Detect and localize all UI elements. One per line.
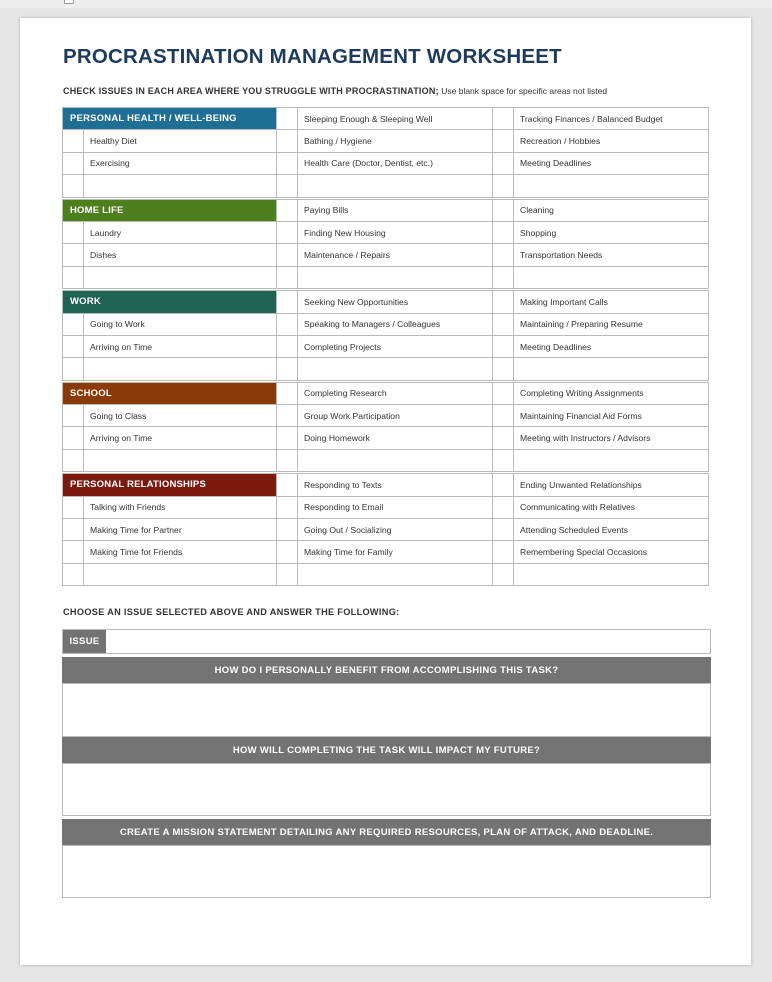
issue-label: Meeting Deadlines — [514, 152, 709, 174]
issue-checkbox[interactable] — [63, 563, 84, 585]
issue-label: Maintaining / Preparing Resume — [514, 313, 709, 335]
issue-label: Laundry — [84, 221, 277, 243]
question-benefit-header: HOW DO I PERSONALLY BENEFIT FROM ACCOMPLISHING THIS TASK? — [62, 657, 711, 683]
issue-label — [514, 449, 709, 471]
issue-checkbox[interactable] — [63, 152, 84, 174]
answer-benefit-box[interactable] — [62, 683, 711, 737]
category-header: WORK — [63, 291, 277, 313]
category-header: PERSONAL RELATIONSHIPS — [63, 474, 277, 496]
issue-row — [63, 541, 709, 563]
issue-row — [63, 244, 709, 266]
issue-checkbox[interactable] — [277, 382, 298, 404]
issue-label — [514, 358, 709, 380]
issue-label: Bathing / Hygiene — [298, 130, 493, 152]
issue-label — [298, 449, 493, 471]
issue-label: Health Care (Doctor, Dentist, etc.) — [298, 152, 493, 174]
issue-label: Finding New Housing — [298, 221, 493, 243]
issue-label: Communicating with Relatives — [514, 496, 709, 518]
issue-row — [63, 496, 709, 518]
issue-row — [63, 152, 709, 174]
issue-row — [63, 519, 709, 541]
issue-label — [84, 175, 277, 197]
issue-label — [298, 175, 493, 197]
category-header: PERSONAL HEALTH / WELL-BEING — [63, 108, 277, 130]
issue-checkbox[interactable] — [63, 449, 84, 471]
issue-label: Speaking to Managers / Colleagues — [298, 313, 493, 335]
issue-label: ISSUE — [63, 630, 106, 653]
issue-checkbox[interactable] — [493, 244, 514, 266]
issue-label — [514, 175, 709, 197]
issue-checkbox[interactable] — [277, 152, 298, 174]
issue-checkbox[interactable] — [493, 358, 514, 380]
issue-checkbox[interactable] — [277, 496, 298, 518]
issue-checkbox[interactable] — [493, 541, 514, 563]
issue-checkbox[interactable] — [63, 541, 84, 563]
issue-input[interactable] — [62, 629, 711, 654]
category-header: HOME LIFE — [63, 199, 277, 221]
issue-checkbox[interactable] — [277, 563, 298, 585]
issue-row — [63, 358, 709, 380]
issue-checkbox[interactable] — [277, 266, 298, 288]
issue-checkbox[interactable] — [63, 519, 84, 541]
issue-label: Completing Projects — [298, 335, 493, 357]
issue-label — [84, 449, 277, 471]
answer-future-box[interactable] — [62, 763, 711, 816]
answer-mission-box[interactable] — [62, 845, 711, 898]
issue-label: Completing Writing Assignments — [514, 382, 709, 404]
issue-label: Going Out / Socializing — [298, 519, 493, 541]
issue-label: Ending Unwanted Relationships — [514, 474, 709, 496]
issue-checkbox[interactable] — [63, 496, 84, 518]
issue-checkbox[interactable] — [493, 221, 514, 243]
issue-checkbox[interactable] — [63, 244, 84, 266]
issue-checkbox[interactable] — [277, 313, 298, 335]
issue-checkbox[interactable] — [493, 313, 514, 335]
issue-label: Remembering Special Occasions — [514, 541, 709, 563]
issue-label: Recreation / Hobbies — [514, 130, 709, 152]
issue-label: Arriving on Time — [84, 427, 277, 449]
issue-checkbox[interactable] — [493, 405, 514, 427]
issue-label: Going to Class — [84, 405, 277, 427]
issue-row — [63, 199, 709, 221]
issue-row — [63, 563, 709, 585]
issue-label: Paying Bills — [298, 199, 493, 221]
issue-row — [63, 175, 709, 197]
issue-label: Dishes — [84, 244, 277, 266]
issue-label: Maintaining Financial Aid Forms — [514, 405, 709, 427]
issue-checkbox[interactable] — [493, 175, 514, 197]
instructions-bold: CHECK ISSUES IN EACH AREA WHERE YOU STRUGGLE WITH PROCRASTINATION; — [63, 86, 439, 96]
instructions — [63, 86, 607, 96]
issue-label: Arriving on Time — [84, 335, 277, 357]
issue-checkbox[interactable] — [493, 266, 514, 288]
issue-row — [63, 382, 709, 404]
issue-row — [63, 427, 709, 449]
issue-row — [63, 405, 709, 427]
issue-checkbox[interactable] — [63, 405, 84, 427]
window-top-strip — [0, 0, 772, 8]
issue-checkbox[interactable] — [63, 313, 84, 335]
issue-checkbox[interactable] — [63, 221, 84, 243]
issue-checkbox[interactable] — [493, 291, 514, 313]
issue-checkbox[interactable] — [493, 108, 514, 130]
issue-checkbox[interactable] — [277, 427, 298, 449]
issue-label: Meeting with Instructors / Advisors — [514, 427, 709, 449]
issue-label: Responding to Email — [298, 496, 493, 518]
issue-checkbox[interactable] — [63, 358, 84, 380]
issue-label: Group Work Participation — [298, 405, 493, 427]
issue-checkbox[interactable] — [277, 291, 298, 313]
instructions-note: Use blank space for specific areas not listed — [441, 86, 608, 96]
issue-row — [63, 221, 709, 243]
issue-checkbox[interactable] — [63, 335, 84, 357]
issue-label: Seeking New Opportunities — [298, 291, 493, 313]
issue-checkbox[interactable] — [493, 474, 514, 496]
issue-checkbox[interactable] — [493, 152, 514, 174]
issue-row — [63, 449, 709, 471]
issue-checkbox[interactable] — [277, 449, 298, 471]
issue-row — [63, 474, 709, 496]
issue-label: Completing Research — [298, 382, 493, 404]
issue-checkbox[interactable] — [277, 244, 298, 266]
issue-checkbox[interactable] — [493, 519, 514, 541]
issue-checkbox[interactable] — [277, 108, 298, 130]
issue-label: Tracking Finances / Balanced Budget — [514, 108, 709, 130]
issue-checkbox[interactable] — [493, 382, 514, 404]
issue-checkbox[interactable] — [493, 335, 514, 357]
issue-label — [514, 563, 709, 585]
issue-checkbox[interactable] — [493, 449, 514, 471]
document-page — [20, 18, 751, 965]
issue-checkbox[interactable] — [493, 199, 514, 221]
issue-label: Making Important Calls — [514, 291, 709, 313]
issue-checkbox[interactable] — [493, 130, 514, 152]
issue-label: Maintenance / Repairs — [298, 244, 493, 266]
issues-grid — [62, 107, 709, 586]
issue-label — [84, 358, 277, 380]
issue-label: Responding to Texts — [298, 474, 493, 496]
issue-label — [84, 266, 277, 288]
issue-label: Doing Homework — [298, 427, 493, 449]
issue-label: Making Time for Friends — [84, 541, 277, 563]
issue-checkbox[interactable] — [493, 563, 514, 585]
issue-label: Sleeping Enough & Sleeping Well — [298, 108, 493, 130]
issue-label: Cleaning — [514, 199, 709, 221]
issue-checkbox[interactable] — [63, 175, 84, 197]
issue-checkbox[interactable] — [277, 130, 298, 152]
issue-label — [84, 563, 277, 585]
issue-checkbox[interactable] — [63, 427, 84, 449]
issue-checkbox[interactable] — [277, 221, 298, 243]
top-checkbox[interactable] — [64, 0, 74, 4]
issue-checkbox[interactable] — [493, 427, 514, 449]
issue-row — [63, 266, 709, 288]
issue-checkbox[interactable] — [277, 405, 298, 427]
issue-row — [63, 335, 709, 357]
issue-checkbox[interactable] — [277, 474, 298, 496]
issue-checkbox[interactable] — [63, 130, 84, 152]
issue-label: Making Time for Family — [298, 541, 493, 563]
issue-label — [514, 266, 709, 288]
issue-row — [63, 108, 709, 130]
issue-checkbox[interactable] — [277, 199, 298, 221]
issue-row — [63, 291, 709, 313]
issue-label: Shopping — [514, 221, 709, 243]
issue-label — [298, 358, 493, 380]
issue-label — [298, 266, 493, 288]
category-header: SCHOOL — [63, 382, 277, 404]
question-mission-header: CREATE A MISSION STATEMENT DETAILING ANY REQUIRED RESOURCES, PLAN OF ATTACK, AND DEADLINE. — [62, 819, 711, 845]
issue-label — [298, 563, 493, 585]
issue-label: Exercising — [84, 152, 277, 174]
issue-checkbox[interactable] — [277, 335, 298, 357]
question-future-header: HOW WILL COMPLETING THE TASK WILL IMPACT MY FUTURE? — [62, 737, 711, 763]
issue-label: Transportation Needs — [514, 244, 709, 266]
issue-checkbox[interactable] — [63, 266, 84, 288]
worksheet-title: PROCRASTINATION MANAGEMENT WORKSHEET — [63, 45, 562, 68]
issue-label: Attending Scheduled Events — [514, 519, 709, 541]
issue-checkbox[interactable] — [493, 496, 514, 518]
issue-checkbox[interactable] — [277, 541, 298, 563]
issue-label: Going to Work — [84, 313, 277, 335]
issue-label: Making Time for Partner — [84, 519, 277, 541]
issue-label: Healthy Diet — [84, 130, 277, 152]
issue-checkbox[interactable] — [277, 175, 298, 197]
issue-label: Talking with Friends — [84, 496, 277, 518]
issue-checkbox[interactable] — [277, 519, 298, 541]
section2-label: CHOOSE AN ISSUE SELECTED ABOVE AND ANSWER THE FOLLOWING: — [63, 607, 400, 617]
issue-checkbox[interactable] — [277, 358, 298, 380]
issue-label: Meeting Deadlines — [514, 335, 709, 357]
issue-row — [63, 313, 709, 335]
issue-row — [63, 130, 709, 152]
